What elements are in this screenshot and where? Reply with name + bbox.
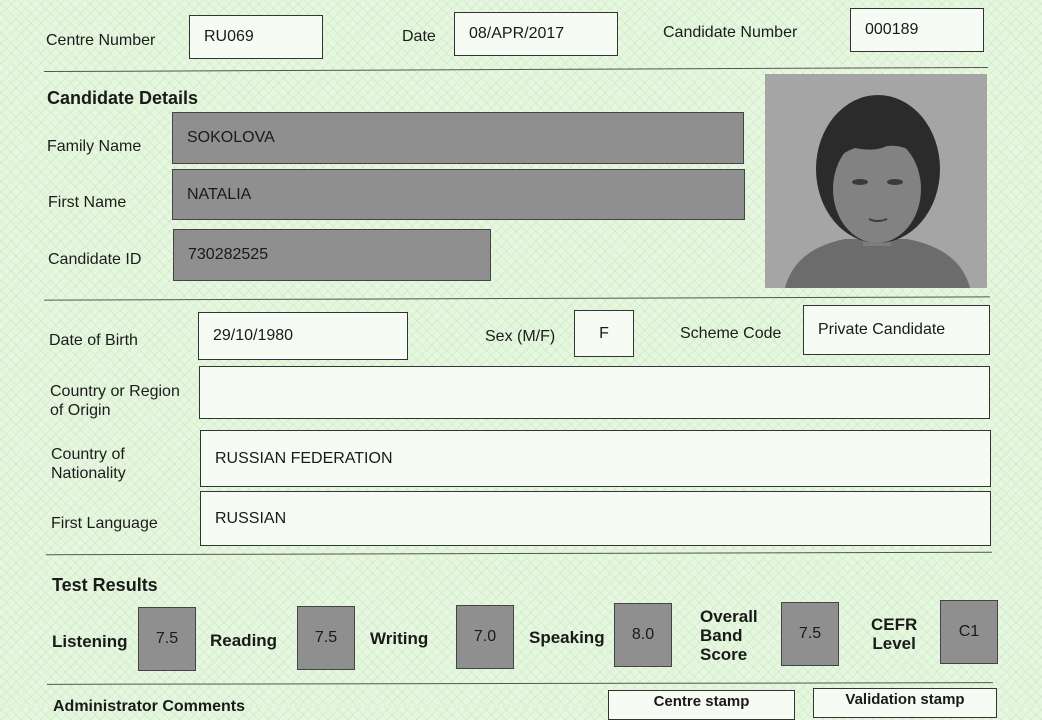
- centre-number-value: RU069: [204, 28, 254, 45]
- date-field: [454, 12, 618, 56]
- centre-stamp-box: [608, 690, 795, 720]
- validation-stamp-box: [813, 688, 997, 718]
- date-of-birth-value: 29/10/1980: [213, 327, 294, 344]
- overall-label-line-2: Band: [700, 626, 743, 645]
- country-of-origin-field: [199, 366, 990, 419]
- divider: [44, 67, 988, 72]
- validation-stamp-label: Validation stamp: [845, 691, 965, 708]
- cefr-level-value: C1: [958, 623, 980, 640]
- writing-score: [456, 605, 514, 669]
- divider: [46, 552, 992, 555]
- family-name-value: SOKOLOVA: [187, 129, 275, 146]
- reading-score: [297, 606, 355, 670]
- candidate-photo: [765, 74, 987, 288]
- scheme-code-value: Private Candidate: [818, 321, 946, 338]
- candidate-number-field: [850, 8, 984, 52]
- centre-number-label: Centre Number: [46, 32, 156, 49]
- centre-stamp-label: Centre stamp: [653, 693, 750, 710]
- first-language-value: RUSSIAN: [215, 509, 287, 527]
- overall-band-score: [781, 602, 839, 666]
- first-name-value: NATALIA: [187, 185, 252, 203]
- candidate-number-label: Candidate Number: [663, 24, 798, 41]
- family-name-field: [172, 112, 744, 164]
- overall-label-line-1: Overall: [700, 607, 758, 626]
- scheme-code-label: Scheme Code: [680, 325, 782, 342]
- centre-number-field: [189, 15, 323, 59]
- speaking-score: [614, 603, 672, 667]
- writing-label: Writing: [370, 629, 429, 648]
- cefr-label-line-1: CEFR: [871, 615, 918, 634]
- divider: [44, 296, 990, 300]
- overall-band-score-value: 7.5: [798, 625, 822, 642]
- speaking-score-value: 8.0: [631, 626, 655, 643]
- sex-field: [574, 310, 634, 357]
- date-value: 08/APR/2017: [469, 25, 565, 42]
- portrait-image: [765, 74, 987, 288]
- listening-score-value: 7.5: [155, 630, 179, 647]
- reading-score-value: 7.5: [314, 629, 338, 646]
- cefr-level-score: [940, 600, 998, 664]
- administrator-comments-label: Administrator Comments: [53, 698, 246, 715]
- candidate-id-label: Candidate ID: [48, 251, 142, 268]
- cefr-level-label: [871, 615, 917, 653]
- listening-label: Listening: [52, 632, 128, 651]
- country-of-nationality-label-line-1: Country of: [51, 446, 125, 463]
- country-of-origin-label-line-2: of Origin: [50, 402, 111, 419]
- country-of-nationality-label-line-2: Nationality: [51, 465, 126, 482]
- scheme-code-field: [803, 305, 990, 355]
- date-label: Date: [402, 28, 436, 45]
- reading-label: Reading: [210, 631, 278, 650]
- first-language-field: [200, 491, 991, 546]
- first-name-label: First Name: [48, 194, 127, 211]
- date-of-birth-label: Date of Birth: [49, 332, 138, 349]
- writing-score-value: 7.0: [473, 628, 497, 645]
- overall-label-line-3: Score: [700, 645, 748, 664]
- first-language-label: First Language: [51, 515, 158, 532]
- date-of-birth-field: [198, 312, 408, 360]
- speaking-label: Speaking: [529, 628, 605, 647]
- country-of-origin-label: [50, 382, 180, 420]
- country-of-origin-label-line-1: Country or Region: [50, 383, 180, 400]
- overall-band-score-label: [700, 607, 758, 664]
- candidate-id-field: [173, 229, 491, 281]
- candidate-number-value: 000189: [865, 21, 919, 38]
- divider: [47, 682, 993, 685]
- country-of-nationality-field: [200, 430, 991, 487]
- country-of-nationality-label: [51, 445, 126, 483]
- sex-value: F: [599, 324, 609, 342]
- family-name-label: Family Name: [47, 138, 142, 155]
- test-results-heading: Test Results: [52, 575, 158, 595]
- candidate-id-value: 730282525: [188, 246, 269, 263]
- listening-score: [138, 607, 196, 671]
- cefr-label-line-2: Level: [872, 634, 916, 653]
- country-of-nationality-value: RUSSIAN FEDERATION: [215, 449, 393, 467]
- first-name-field: [172, 169, 745, 220]
- sex-label: Sex (M/F): [485, 328, 556, 345]
- candidate-details-heading: Candidate Details: [47, 88, 199, 108]
